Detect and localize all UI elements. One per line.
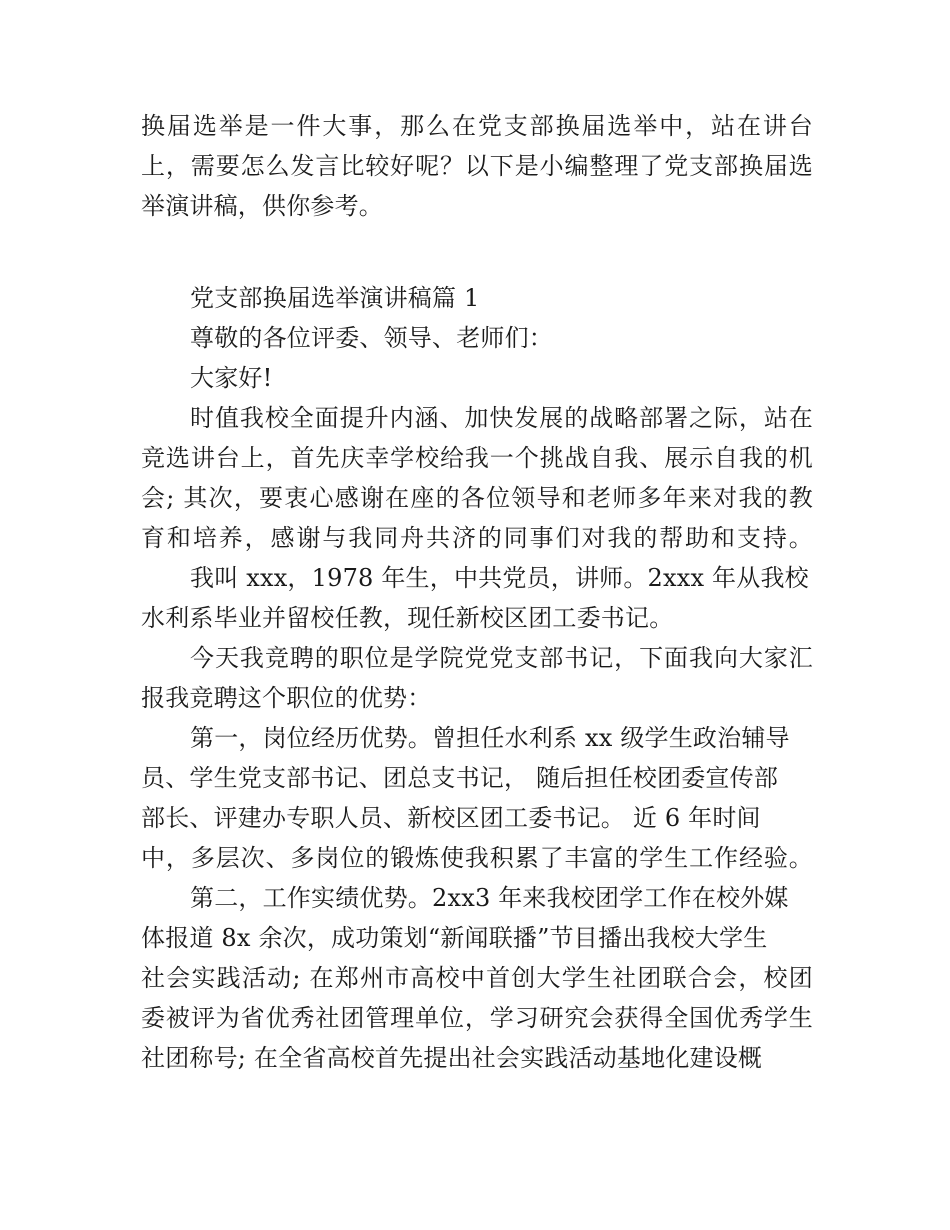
paragraph-line: 今天我竞聘的职位是学院党党支部书记，下面我向大家汇 [190,644,813,672]
salutation: 尊敬的各位评委、领导、老师们： [190,324,553,352]
paragraph-line: 竞选讲台上，首先庆幸学校给我一个挑战自我、展示自我的机 [141,444,813,472]
paragraph-line: 员、学生党支部书记、团总支书记， 随后担任校团委宣传部 [141,764,779,792]
paragraph-self-introduction [141,558,813,638]
paragraph-experience [141,718,813,878]
paragraph-line: 社会实践活动; 在郑州市高校中首创大学生社团联合会，校团 [141,964,813,992]
article-title: 党支部换届选举演讲稿篇 1 [190,284,480,312]
paragraph-line: 中，多层次、多岗位的锻炼使我积累了丰富的学生工作经验。 [141,844,813,872]
paragraph-opening [141,398,813,558]
paragraph-line: 育和培养，感谢与我同舟共济的同事们对我的帮助和支持。 [141,524,813,552]
intro-paragraph [141,106,813,226]
paragraph-position [141,638,813,718]
paragraph-line: 会; 其次，要衷心感谢在座的各位领导和老师多年来对我的教 [141,484,813,512]
article-body [141,278,813,1078]
paragraph-line: 时值我校全面提升内涵、加快发展的战略部署之际，站在 [190,404,813,432]
paragraph-line: 第二，工作实绩优势。2xx3 年来我校团学工作在校外媒 [190,884,789,912]
paragraph-line: 报我竞聘这个职位的优势： [141,684,432,712]
paragraph-line: 委被评为省优秀社团管理单位，学习研究会获得全国优秀学生 [141,1004,813,1032]
intro-line: 举演讲稿，供你参考。 [141,192,383,220]
paragraph-line: 社团称号; 在全省高校首先提出社会实践活动基地化建设概 [141,1044,763,1072]
intro-line: 上，需要怎么发言比较好呢？以下是小编整理了党支部换届选 [141,152,813,180]
greeting: 大家好! [190,364,273,392]
paragraph-line: 我叫 xxx，1978 年生，中共党员，讲师。2xxx 年从我校 [190,564,809,592]
paragraph-line: 水利系毕业并留校任教，现任新校区团工委书记。 [141,604,674,632]
paragraph-achievements [141,878,813,1078]
paragraph-line: 第一，岗位经历优势。曾担任水利系 xx 级学生政治辅导 [190,724,790,752]
paragraph-line: 部长、评建办专职人员、新校区团工委书记。 近 6 年时间 [141,804,761,832]
paragraph-line: 体报道 8x 余次，成功策划“新闻联播”节目播出我校大学生 [141,924,768,952]
intro-line: 换届选举是一件大事，那么在党支部换届选举中，站在讲台 [141,112,813,140]
